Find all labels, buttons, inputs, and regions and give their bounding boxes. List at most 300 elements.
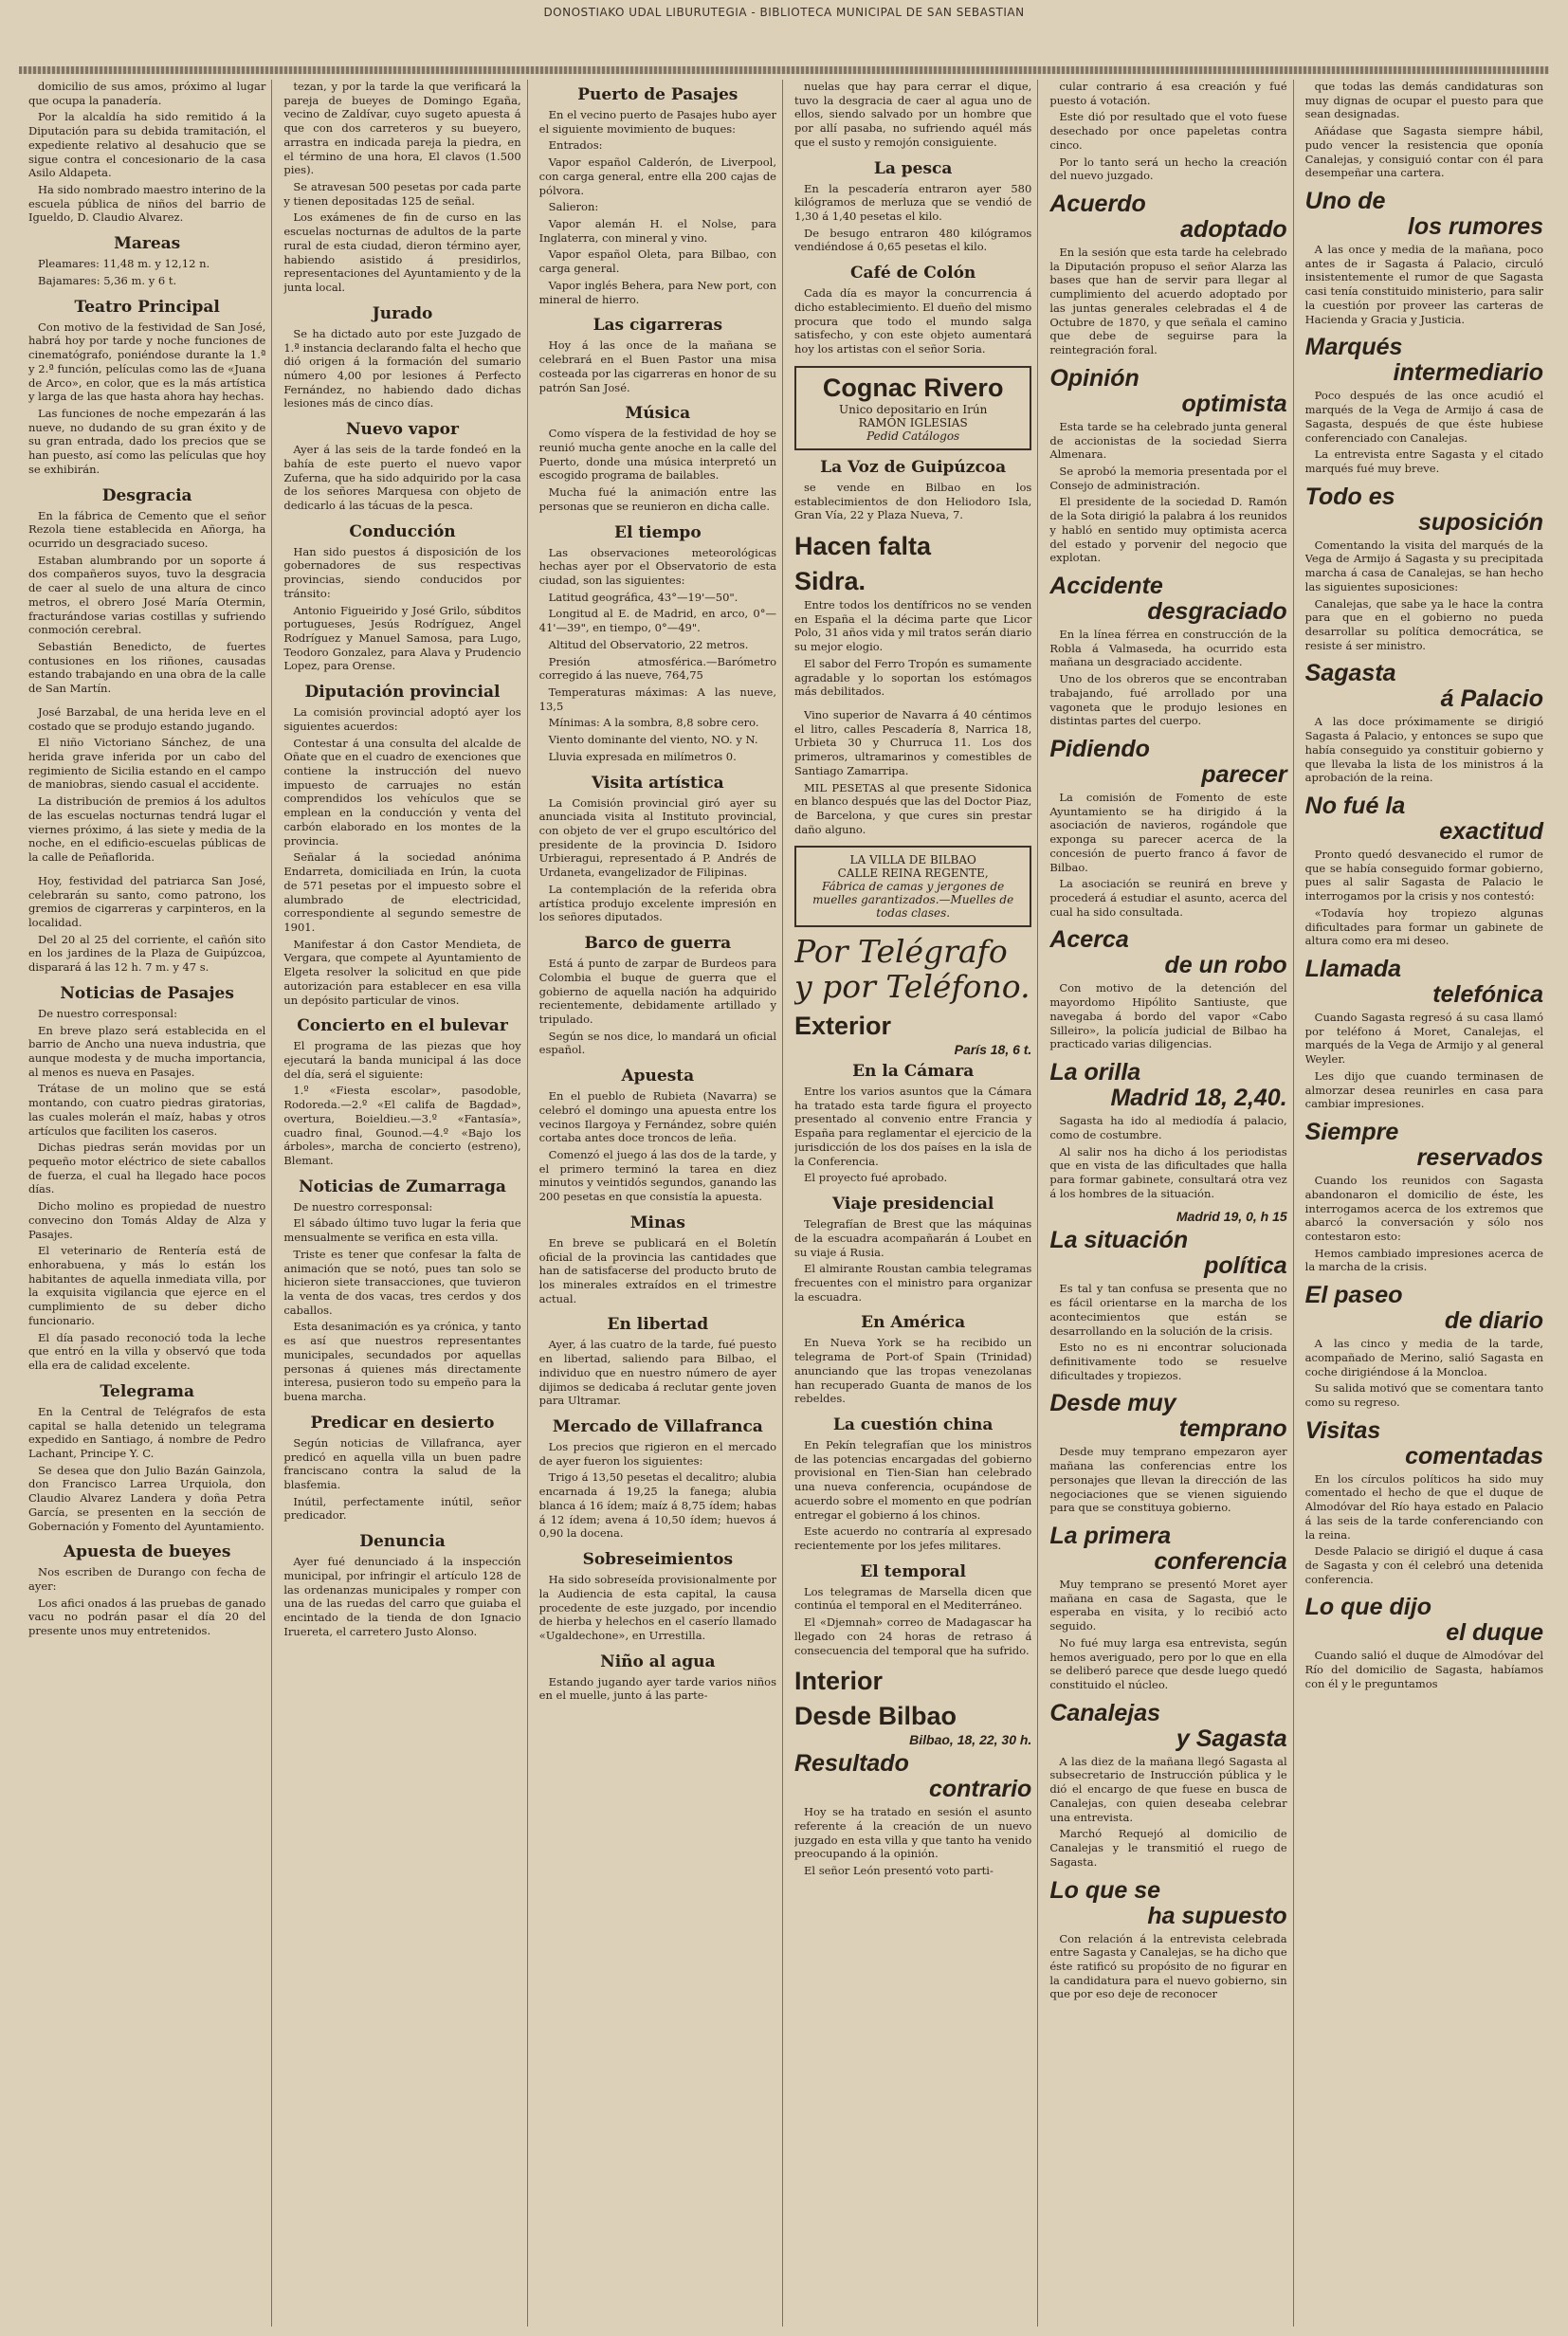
article-heading: Las cigarreras [593, 316, 723, 336]
article-paragraph: Ayer fué denunciado á la inspección municipal, por infringir el artículo 128 de las ordenanzas municipales y romper con una de las ruedas del carro que guiaba el encintado de la tienda de don Ignacio Iruereta, el carretero Justo Alonso. [283, 1555, 521, 1638]
article-heading: Denuncia [359, 1532, 446, 1552]
article-paragraph: La entrevista entre Sagasta y el citado marqués fué muy breve. [1304, 447, 1543, 475]
article [1305, 1337, 1543, 1410]
article [1305, 1011, 1543, 1111]
article-paragraph: nuelas que hay para cerrar el dique, tuvo la desgracia de caer al agua uno de ellos, siendo salvado por un hombre que por allí pasaba, no sufriendo aquél más que el susto y remojón consiguiente. [794, 80, 1032, 149]
article [539, 774, 776, 924]
article [28, 234, 265, 287]
article-paragraph: Se aprobó la memoria presentada por el Consejo de administración. [1049, 464, 1287, 492]
masthead-band [19, 66, 1549, 74]
article [1049, 246, 1286, 357]
article [794, 1195, 1031, 1304]
article-paragraph: Han sido puestos á disposición de los gobernadores de sus respectivas provincias, siendo conducidos por tránsito: [283, 544, 521, 600]
article [794, 598, 1031, 699]
article-paragraph: En la fábrica de Cemento que el señor Rezola tiene establecida en Añorga, ha ocurrido un desgraciado suceso. [28, 508, 266, 550]
uno-de-heading: Uno de [1304, 188, 1386, 215]
article-paragraph: En Nueva York se ha recibido un telegrama de Port-of Spain (Trinidad) anunciando que las tropas venezolanas han recuperado Guanta de manos de los rebeldes. [794, 1336, 1032, 1406]
article-heading: Mareas [114, 234, 181, 254]
article-paragraph: Se ha dictado auto por este Juzgado de 1.ª instancia declarando falta el hecho que dió origen á la formación del sumario número 4,00 por lesiones á Perfecto Fernández, no habiendo dado dichas lesiones más de cinco días. [283, 326, 521, 411]
article-paragraph: Triste es tener que confesar la falta de animación que se notó, pues tan solo se hicieron siete transacciones, que tuvieron la venta de dos vacas, tres cerdos y dos caballos. [283, 1247, 521, 1317]
bilbao-dateline: Bilbao, 18, 22, 30 h. [909, 1732, 1032, 1748]
siempre-heading: Siempre [1304, 1119, 1399, 1146]
library-watermark: DONOSTIAKO UDAL LIBURUTEGIA - BIBLIOTECA MUNICIPAL DE SAN SEBASTIAN [543, 6, 1025, 19]
article-paragraph: Se desea que don Julio Bazán Gainzola, don Francisco Larrea Urquiola, don Claudio Alvarez Landera y doña Petra García, se presenten en la sección de Gobernación y Fomento del Ayuntamiento. [28, 1463, 266, 1533]
article-paragraph: Comenzó el juego á las dos de la tarde, y el primero terminó la tarea en diez minutos y veintidós segundos, ganando las 200 pesetas en que consistía la apuesta. [538, 1147, 776, 1204]
article-paragraph: La asociación se reunirá en breve y procederá á estudiar el asunto, acerca del cual ha sido consultada. [1049, 877, 1287, 919]
article-paragraph: Hoy se ha tratado en sesión el asunto referente á la creación de un nuevo juzgado en esta villa y que tanto ha venido preocupando á la opinión. [794, 1805, 1032, 1861]
article-heading: La pesca [873, 158, 953, 178]
article-paragraph: Por lo tanto será un hecho la creación del nuevo juzgado. [1049, 155, 1287, 183]
optimista-heading: optimista [1181, 390, 1287, 417]
acerca-heading: Acerca [1049, 926, 1129, 954]
article-paragraph: Dichas piedras serán movidas por un pequeño motor eléctrico de siete caballos de fuerza, el cual ha llegado hace pocos días. [28, 1141, 266, 1196]
article [1305, 389, 1543, 475]
article-paragraph: En la pescadería entraron ayer 580 kilógramos de merluza que se vendió de 1,30 á 1,40 pesetas el kilo. [794, 181, 1032, 224]
article-paragraph: Cuando los reunidos con Sagasta abandonaron el domicilio de éste, les interrogamos acerca de los extremos que abarcó la conversación y sólo nos contestaron esto: [1304, 1174, 1543, 1243]
suposicion-heading: suposición [1418, 508, 1543, 536]
columns [28, 80, 1549, 2327]
article-paragraph: La comisión de Fomento de este Ayuntamiento se ha dirigido á la asociación de navieros, rogándole que exponga su parecer acerca de la concesión de puerto franco á favor de Bilbao. [1049, 791, 1287, 874]
article-paragraph: Mucha fué la animación entre las personas que se reunieron en dicha calle. [538, 485, 776, 513]
article-paragraph: Entrados: [548, 138, 603, 153]
lo-que-se-heading: Lo que se [1049, 1876, 1161, 1904]
article [1305, 1174, 1543, 1274]
article-paragraph: Trátase de un molino que se está montando, con cuatro piedras giratorias, las cuales molerán el maíz, habas y otros artículos que faciliten los caseros. [28, 1082, 266, 1138]
article-paragraph: El «Djemnah» correo de Madagascar ha llegado con 24 horas de retraso á consecuencia del temporal que ha sufrido. [794, 1615, 1032, 1657]
article-paragraph: Está á punto de zarpar de Burdeos para Colombia el buque de guerra que el gobierno de aquella nación ha adquirido recientemente, debidamente artillado y tripulado. [538, 957, 776, 1026]
paseo-heading: El paseo [1304, 1282, 1403, 1309]
article [539, 1067, 776, 1204]
article-paragraph: Viento dominante del viento, NO. y N. [548, 733, 758, 747]
article-paragraph: Poco después de las once acudió el marqués de la Vega de Armijo á casa de Sagasta, después de que éste hubiese conferenciado con Canalejas. [1304, 389, 1543, 445]
article-paragraph: Inútil, perfectamente inútil, señor predicador. [283, 1494, 521, 1523]
article-heading: Minas [629, 1213, 685, 1232]
article [283, 304, 520, 411]
article [794, 458, 1031, 522]
opinion-heading: Opinión [1049, 364, 1140, 392]
article [1305, 243, 1543, 326]
article-paragraph: tezan, y por la tarde la que verificará la pareja de bueyes de Domingo Egaña, vecino de Zaldívar, cuyo sugeto apuesta á que con dos carreteros y su bueyero, arrastra en indicada pareja la piedra, en el término de una hora, El clavos (1.500 pies). [283, 80, 521, 177]
acuerdo-heading: Acuerdo [1049, 191, 1146, 218]
article [539, 934, 776, 1057]
article-paragraph: La contemplación de la referida obra artística produjo excelente impresión en los señores diputados. [538, 882, 776, 924]
article [283, 420, 520, 513]
article-paragraph: se vende en Bilbao en los establecimientos de don Heliodoro Isla, Gran Vía, 22 y Plaza Nueva, 7. [794, 480, 1032, 522]
article [28, 1382, 265, 1533]
article-paragraph: Estando jugando ayer tarde varios niños en el muelle, junto á las parte- [538, 1674, 776, 1703]
article-paragraph: Pleamares: 11,48 m. y 12,12 n. [38, 257, 210, 271]
article-heading: Diputación provincial [304, 683, 501, 703]
article-paragraph: Del 20 al 25 del corriente, el cañón sito en los jardines de la Plaza de Guipúzcoa, disparará á las 12 h. 7 m. y 47 s. [28, 932, 266, 975]
article-paragraph: Muy temprano se presentó Moret ayer mañana en casa de Sagasta, que le esperaba en visita, y lo recibió acto seguido. [1049, 1578, 1287, 1633]
article-heading: Sobreseimientos [582, 1550, 734, 1570]
por-telegrafo-heading: Por Telégrafo y por Teléfono. [794, 933, 1030, 1005]
resultado-heading: Resultado [794, 1750, 909, 1778]
sidra-heading: Sidra. [794, 566, 866, 595]
temprano-heading: temprano [1178, 1415, 1287, 1443]
article-paragraph: Esta tarde se ha celebrado junta general de accionistas de la sociedad Sierra Almenara. [1049, 419, 1287, 462]
article-paragraph: Entre todos los dentífricos no se venden en España el la décima parte que Licor Polo, 31 años vida y mil tratos serán diario su mejor elogio. [794, 597, 1032, 654]
paris-dateline: París 18, 6 t. [954, 1042, 1032, 1058]
article [283, 1177, 520, 1404]
article-paragraph: Al salir nos ha dicho á los periodistas que en vista de las dificultades que halla para formar gabinete, consultará otra vez á los hombres de la situación. [1049, 1144, 1287, 1200]
article-paragraph: domicilio de sus amos, próximo al lugar que ocupa la panadería. [28, 80, 266, 107]
article [794, 1805, 1031, 1878]
article-paragraph: Altitud del Observatorio, 22 metros. [548, 637, 749, 651]
article-paragraph: Manifestar á don Castor Mendieta, de Vergara, que compete al Ayuntamiento de Elgeta resolver la solicitud en que pide autorización para establecer en esa villa un depósito particular de vinos. [283, 937, 521, 1007]
hacen-falta-heading: Hacen falta [794, 531, 932, 560]
article-paragraph: Cuando salió el duque de Almodóvar del Río del domicilio de Sagasta, habíamos con él y le preguntamos [1304, 1649, 1543, 1690]
article-paragraph: Este acuerdo no contraría al expresado recientemente por los jefes militares. [794, 1524, 1032, 1552]
article-paragraph: A las once y media de la mañana, poco antes de ir Sagasta á Palacio, circuló insistentemente el rumor de que Sagasta casi tenía constituido ministerio, para salir la cuestión por proveer las carteras de Hacienda y Gracia y Justicia. [1304, 243, 1543, 326]
article-heading: Desgracia [101, 485, 192, 505]
article-paragraph: Vapor inglés Behera, para New port, con mineral de hierro. [538, 278, 776, 306]
column-1 [28, 80, 272, 2327]
article-paragraph: Este dió por resultado que el voto fuese desechado por once papeletas contra cinco. [1049, 110, 1287, 152]
article-paragraph: Señalar á la sociedad anónima Endarreta, domiciliada en Irún, la cuota de 571 pesetas por el impuesto sobre el alumbrado de electricidad, correspondiente al segundo semestre de 1901. [283, 850, 521, 934]
article-paragraph: que todas las demás candidaturas son muy dignas de ocupar el puesto para que sean designadas. [1304, 80, 1543, 121]
article-paragraph: Su salida motivó que se comentara tanto como su regreso. [1304, 1381, 1543, 1409]
telefonica-heading: telefónica [1432, 981, 1543, 1009]
article [1049, 628, 1286, 728]
article-paragraph: Con relación á la entrevista celebrada entre Sagasta y Canalejas, se ha dicho que éste ratificó su propósito de no figurar en la candidatura para el nuevo gobierno, sin que por eso deje de reconocer [1049, 1931, 1287, 2001]
article-paragraph: Según noticias de Villafranca, ayer predicó en aquella villa un buen padre franciscano contra la salud de la blasfemia. [283, 1435, 521, 1491]
a-palacio-heading: á Palacio [1440, 685, 1543, 713]
desde-muy-heading: Desde muy [1049, 1390, 1176, 1417]
article [1049, 1114, 1286, 1200]
article-paragraph: Desde muy temprano empezaron ayer mañana las conferencias entre los personajes que llevan la dirección de las negociaciones que se vienen siguiendo para que se constituya gobierno. [1049, 1445, 1287, 1515]
article-paragraph: Presión atmosférica.—Barómetro corregido á las nueve, 764,75 [538, 654, 776, 683]
no-fue-heading: No fué la [1304, 793, 1406, 819]
article-heading: La Voz de Guipúzcoa [820, 457, 1007, 477]
article-paragraph: Entre los varios asuntos que la Cámara ha tratado esta tarde figura el proyecto presentado al convenio entre Francia y España para reglamentar el ejercicio de la jurisdicción de los dos países en la isla de la Conferencia. [794, 1085, 1032, 1168]
accidente-heading: Accidente [1049, 572, 1163, 599]
article-heading: Nuevo vapor [346, 420, 459, 440]
article [28, 874, 265, 975]
article-heading: En libertad [607, 1315, 709, 1335]
robo-heading: de un robo [1164, 952, 1287, 979]
article-paragraph: El sábado último tuvo lugar la feria que mensualmente se verifica en esta villa. [283, 1216, 521, 1245]
article-paragraph: Por la alcaldía ha sido remitido á la Diputación para su debida tramitación, el expediente relativo al desahucio que se sigue contra el concesionario de la casa Asilo Aldapeta. [28, 110, 266, 180]
article-heading: Niño al agua [600, 1652, 716, 1671]
article-heading: Telegrama [100, 1381, 194, 1401]
article [794, 159, 1031, 255]
article-paragraph: Lluvia expresada en milímetros 0. [548, 749, 737, 763]
article-paragraph: José Barzabal, de una herida leve en el costado que se produjo estando jugando. [28, 704, 266, 733]
article-heading: Jurado [372, 303, 433, 323]
article-paragraph: Los precios que rigieron en el mercado de ayer fueron los siguientes: [538, 1440, 776, 1468]
col4-ads [794, 598, 1031, 837]
article-heading: Conducción [349, 521, 456, 541]
parecer-heading: parecer [1201, 761, 1287, 788]
article [794, 1313, 1031, 1406]
article-paragraph: Mínimas: A la sombra, 8,8 sobre cero. [548, 716, 759, 730]
article-heading: Barco de guerra [584, 934, 732, 954]
article [539, 1550, 776, 1643]
article-paragraph: La comisión provincial adoptó ayer los siguientes acuerdos: [283, 705, 521, 733]
article [1049, 80, 1286, 183]
article-paragraph: El sabor del Ferro Tropón es sumamente agradable y lo soportan los estómagos más debilitados. [794, 656, 1032, 699]
article [539, 1315, 776, 1408]
sagasta-palacio-heading: Sagasta [1304, 660, 1396, 687]
article-heading: Noticias de Zumarraga [299, 1177, 506, 1196]
column-3 [539, 80, 783, 2327]
desde-bilbao-heading: Desde Bilbao [794, 1702, 957, 1731]
article-paragraph: En el pueblo de Rubieta (Navarra) se celebró el domingo una apuesta entre los vecinos Ilargoya y Fernández, sobre quién cortaba antes doce troncos de leña. [538, 1089, 776, 1145]
article-paragraph: Pronto quedó desvanecido el rumor de que se había conseguido formar gobierno, pues al salir Sagasta de Palacio le interrogamos por la crisis y nos contestó: [1304, 848, 1543, 903]
article-paragraph: La Comisión provincial giró ayer su anunciada visita al Instituto provincial, con objeto de ver el grupo escultórico del presidente de la provincia D. Isidoro Urbieragui, representado á P. Andrés de Urdaneta, evangelizador de Filipinas. [538, 795, 776, 880]
article [1049, 1755, 1286, 1870]
article-paragraph: Marchó Requejó al domicilio de Canalejas y le transmitió el ruego de Sagasta. [1049, 1827, 1287, 1869]
article-paragraph: En Pekín telegrafían que los ministros de las potencias encargadas del gobierno provisional en Tien-Sian han celebrado una nueva conferencia, ocupándose de acuerdo sobre el momento en que podrían entregar el gobierno á los chinos. [794, 1437, 1032, 1522]
article-paragraph: Ha sido nombrado maestro interino de la escuela pública de niños del barrio de Igueldo, D. Claudio Alvarez. [28, 183, 266, 225]
article-heading: En América [861, 1313, 966, 1333]
contrario-heading: contrario [928, 1776, 1032, 1803]
article [28, 486, 265, 696]
article-paragraph: Las funciones de noche empezarán á las nueve, no dudando de su gran éxito y de su gran entrada, dado los precios que se han puesto, así como las películas que hoy se exhibirán. [28, 406, 266, 476]
article [283, 80, 520, 295]
article-heading: Predicar en desierto [310, 1413, 495, 1433]
reservados-heading: reservados [1416, 1144, 1543, 1172]
article-paragraph: Vino superior de Navarra á 40 céntimos el litro, calles Pescadería 8, Narrica 18, Urbieta 30 y Churruca 11. Los dos primeros, ultramarinos y comestibles de Santiago Zamarripa. [794, 707, 1032, 777]
article [794, 264, 1031, 356]
madrid-dateline: Madrid 18, 2,40. [1110, 1085, 1287, 1112]
sagasta-heading: y Sagasta [1176, 1725, 1287, 1752]
article [794, 708, 1031, 836]
article-paragraph: Ayer, á las cuatro de la tarde, fué puesto en libertad, saliendo para Bilbao, el individuo que en nuestro número de ayer dijimos se dedicaba á reclutar gente joven para Ultramar. [538, 1338, 776, 1408]
article-paragraph: Sagasta ha ido al mediodía á palacio, como de costumbre. [1049, 1114, 1287, 1141]
article-paragraph: Uno de los obreros que se encontraban trabajando, fué arrollado por una vagoneta que le produjo lesiones en distintas partes del cuerpo. [1049, 672, 1287, 728]
article-paragraph: Se atravesan 500 pesetas por cada parte y tienen depositadas 125 de señal. [283, 180, 521, 208]
article-paragraph: No fué muy larga esa entrevista, según hemos averiguado, pero por lo que en ella se deliberó parece que desde luego quedó constituido el núcleo. [1049, 1635, 1287, 1692]
supuesto-heading: ha supuesto [1147, 1902, 1287, 1929]
article-paragraph: La distribución de premios á los adultos de las escuelas nocturnas tendrá lugar el viernes próximo, á las siete y media de la noche, en el edificio-escuelas públicas de la calle de Peñaflorida. [28, 794, 266, 865]
article-paragraph: Los telegramas de Marsella dicen que continúa el temporal en el Mediterráneo. [794, 1584, 1032, 1613]
situacion-heading: La situación [1049, 1227, 1189, 1254]
article [283, 1532, 520, 1638]
col4-middle [794, 458, 1031, 522]
article [283, 1016, 520, 1167]
madrid-dateline-2: Madrid 19, 0, h 15 [1176, 1209, 1287, 1225]
article-heading: En la Cámara [852, 1062, 975, 1082]
article [1305, 715, 1543, 785]
adoptado-heading: adoptado [1180, 216, 1287, 244]
desgraciado-heading: desgraciado [1147, 597, 1287, 625]
comentadas-heading: comentadas [1405, 1442, 1543, 1469]
article-paragraph: Esto no es ni encontrar solucionada definitivamente todo se resuelve dificultades y tropiezos. [1049, 1341, 1287, 1382]
article-paragraph: El presidente de la sociedad D. Ramón de la Sota dirigió la palabra á los reunidos y habló en sentido muy optimista acerca del estado y porvenir del negocio que explotan. [1049, 495, 1287, 565]
article-paragraph: En los círculos políticos ha sido muy comentado el hecho de que el duque de Almodóvar del Río haya estado en Palacio á las seis de la tarde conferenciando con la reina. [1304, 1471, 1543, 1542]
rumores-heading: los rumores [1407, 213, 1543, 241]
article-paragraph: Desde Palacio se dirigió el duque á casa de Sagasta y con él celebró una detenida conferencia. [1304, 1544, 1543, 1586]
article-heading: Viaje presidencial [832, 1195, 994, 1214]
article [539, 1214, 776, 1306]
article-paragraph: A las cinco y media de la tarde, acompañado de Merino, salió Sagasta en coche dirigiéndose á la Moncloa. [1304, 1337, 1543, 1378]
article-paragraph: En breve se publicará en el Boletín oficial de la provincia las cantidades que han de satisfacerse del producto bruto de los minerales extraídos en el trimestre actual. [538, 1235, 776, 1305]
article-paragraph: Nos escriben de Durango con fecha de ayer: [28, 1565, 266, 1593]
article-heading: Puerto de Pasajes [577, 85, 738, 104]
marques-heading: Marqués [1304, 334, 1403, 361]
article-paragraph: Dicho molino es propiedad de nuestro convecino don Tomás Alday de Alza y Pasajes. [28, 1199, 266, 1241]
article-heading: Mercado de Villafranca [552, 1417, 763, 1437]
article [28, 705, 265, 865]
article-heading: El temporal [860, 1561, 966, 1581]
article [1049, 981, 1286, 1051]
ad-title: Cognac Rivero [822, 373, 1004, 402]
article [1305, 80, 1543, 180]
article [1049, 420, 1286, 565]
article [1049, 1932, 1286, 2002]
article [1049, 1282, 1286, 1382]
article-paragraph: Hemos cambiado impresiones acerca de la marcha de la crisis. [1304, 1246, 1543, 1274]
article-paragraph: De besugo entraron 480 kilógramos vendiéndose á 0,65 pesetas el kilo. [794, 226, 1032, 254]
article-heading: Música [625, 404, 691, 424]
article-paragraph: Ayer á las seis de la tarde fondeó en la bahía de este puerto el nuevo vapor Zuferna, que ha sido adquirido por la casa de los señores Marquesa con objeto de dedicarlo á las tácuas de la pesca. [283, 443, 521, 512]
article-paragraph: Bajamares: 5,36 m. y 6 t. [38, 273, 177, 287]
article-paragraph: Longitud al E. de Madrid, en arco, 0°—41'—39", en tiempo, 0°—49". [538, 607, 776, 635]
visitas-heading: Visitas [1304, 1416, 1381, 1444]
col4-bottom [794, 1805, 1031, 1878]
el-duque-heading: el duque [1446, 1619, 1543, 1647]
article-paragraph: Comentando la visita del marqués de la Vega de Armijo á Sagasta y su precipitada marcha á casa de Canalejas, se han hecho las siguientes suposiciones: [1304, 538, 1543, 593]
article [1305, 1472, 1543, 1587]
llamada-heading: Llamada [1304, 956, 1402, 983]
article-heading: La cuestión china [832, 1414, 994, 1434]
column-6 [1305, 80, 1549, 2327]
article-paragraph: El día pasado reconoció toda la leche que entró en la villa y observó que toda ella era de calidad excelente. [28, 1330, 266, 1373]
exactitud-heading: exactitud [1439, 818, 1543, 845]
col4-exterior [794, 1062, 1031, 1657]
article-heading: Apuesta de bueyes [63, 1542, 231, 1562]
column-4 [794, 80, 1038, 2327]
article [28, 298, 265, 477]
article-paragraph: Telegrafían de Brest que las máquinas de la escuadra acompañarán á Loubet en su viaje á Rusia. [794, 1217, 1032, 1259]
article-paragraph: En la línea férrea en construcción de la Robla á Valmaseda, ha ocurrido esta mañana un desgraciado accidente. [1049, 627, 1287, 669]
ad-line: RAMÓN IGLESIAS [858, 415, 968, 429]
article-paragraph: Es tal y tan confusa se presenta que no es fácil orientarse en la marcha de los acontecimientos que están se desarrollando en la solución de la crisis. [1049, 1282, 1287, 1338]
article [1305, 1649, 1543, 1690]
article-paragraph: El niño Victoriano Sánchez, de una herida grave inferida por un cabo del regimiento de Sicilia estando en el campo de maniobras, siendo casual el accidente. [28, 736, 266, 792]
article-heading: Teatro Principal [74, 297, 220, 317]
column-5 [1049, 80, 1293, 2327]
article-paragraph: El señor León presentó voto parti- [804, 1864, 994, 1878]
article-heading: El tiempo [613, 522, 702, 542]
primera-heading: La primera [1049, 1523, 1172, 1549]
article-paragraph: Canalejas, que sabe ya le hace la contra para que en el gobierno no pueda desarrollar su política democrática, se resiste á ser ministro. [1304, 596, 1543, 652]
article [28, 984, 265, 1373]
article-paragraph: Estaban alumbrando por un soporte á dos compañeros suyos, tuvo la desgracia de caer al suelo de una altura de cinco metros, el obrero José María Otermin, fracturándose varias costillas y sufriendo conmoción cerebral. [28, 553, 266, 637]
article-heading: Café de Colón [850, 264, 976, 283]
article [1049, 1445, 1286, 1515]
article [283, 683, 520, 1007]
article [1049, 1578, 1286, 1692]
article [794, 1415, 1031, 1553]
article-paragraph: Cada día es mayor la concurrencia á dicho establecimiento. El dueño del mismo procura que todo el mundo salga satisfecho, y con este objeto aumentará hoy los artistas con el señor Soria. [794, 286, 1032, 356]
article-paragraph: 1.º «Fiesta escolar», pasodoble, Rodoreda.—2.º «El califa de Bagdad», overtura, Boieldieu.—3.º «Fantasía», cuadro final, Gounod.—4.º «Bajo los árboles», marcha de concierto (estreno), Blemant. [283, 1084, 521, 1167]
article-paragraph: «Todavía hoy tropiezo algunas dificultades para formar un gabinete de altura como era mi deseo. [1304, 905, 1543, 948]
diario-heading: de diario [1444, 1307, 1543, 1335]
article-paragraph: Esta desanimación es ya crónica, y tanto es así que nuestros representantes municipales, secundados por aquellas personas á quienes más directamente interesa, pusieron todo su empeño para la buena marcha. [283, 1320, 521, 1404]
article-paragraph: MIL PESETAS al que presente Sidonica en blanco después que las del Doctor Piaz, de Barcelona, y que cures sin prestar daño alguno. [794, 780, 1032, 836]
article-paragraph: Como víspera de la festividad de hoy se reunió mucha gente anoche en la calle del Puerto, donde una música interpretó un escogido programa de bailables. [538, 427, 776, 483]
article [1049, 791, 1286, 919]
col4-top [794, 80, 1031, 356]
article-paragraph: De nuestro corresponsal: [38, 1006, 177, 1020]
interior-heading: Interior [794, 1667, 884, 1696]
article-paragraph: El almirante Roustan cambia telegramas frecuentes con el ministro para organizar la escuadra. [794, 1262, 1032, 1304]
article-paragraph: En la Central de Telégrafos de esta capital se halla detenido un telegrama expedido en Santiago, á nombre de Pedro Lachant, Principe Y. C. [28, 1404, 266, 1460]
article-paragraph: Vapor español Calderón, de Liverpool, con carga general, entre ella 200 cajas de pólvora. [538, 155, 776, 197]
ad-line: LA VILLA DE BILBAO [849, 853, 976, 867]
article [794, 1062, 1031, 1185]
column-2 [283, 80, 527, 2327]
conferencia-heading: conferencia [1154, 1548, 1287, 1575]
villa-bilbao-ad [794, 846, 1031, 927]
article-paragraph: Antonio Figueirido y José Grilo, súbditos portugueses, Jesús Rodríguez, Angel Rodríguez y Manuel Samosa, para Lugo, Teodoro Gonzalez, para Alava y Prudencio Lopez, para Orense. [283, 603, 521, 673]
article-paragraph: Vapor español Oleta, para Bilbao, con carga general. [538, 247, 776, 276]
article-paragraph: Trigo á 13,50 pesetas el decalitro; alubia encarnada á 19,25 la fanega; alubia blanca á 16 ídem; maíz á 8,75 ídem; habas á 12 ídem; avena á 10,50 ídem; huevos á 0,90 la docena. [538, 1470, 776, 1541]
article [539, 85, 776, 306]
canalejas-heading: Canalejas [1049, 1699, 1161, 1726]
article [28, 1542, 265, 1638]
article-heading: Concierto en el bulevar [297, 1016, 508, 1036]
article [794, 1562, 1031, 1658]
article-paragraph: Los afici onados á las pruebas de ganado vacu no podrán pasar el día 20 del presente unos muy entretenidos. [28, 1596, 266, 1638]
ad-line: Unico depositario en Irún [839, 402, 988, 416]
lo-que-dijo-heading: Lo que dijo [1304, 1594, 1431, 1621]
article-paragraph: Los exámenes de fin de curso en las escuelas nocturnas de adultos de la parte rural de esta ciudad, dieron término ayer, habiendo asistido á presidirlos, representaciones del Ayuntamiento y de la junta local. [283, 210, 521, 295]
article-paragraph: Ha sido sobreseída provisionalmente por la Audiencia de esta capital, la causa procedente de este juzgado, por incendio de hierba y helechos en el caserío llamado «Ugaldechone», en Urrestilla. [538, 1573, 776, 1642]
article-paragraph: Sebastián Benedicto, de fuertes contusiones en los riñones, causadas estando trabajando en una obra de la calle de San Martín. [28, 640, 266, 696]
article [28, 80, 265, 225]
article [794, 80, 1031, 150]
article-paragraph: El proyecto fué aprobado. [804, 1171, 948, 1185]
article-paragraph: Añádase que Sagasta siempre hábil, pudo vencer la resistencia que oponía Canalejas, y consiguió contar con él para desempeñar una cartera. [1304, 124, 1543, 180]
article [1305, 538, 1543, 653]
article-paragraph: Latitud geográfica, 43°—19'—50". [548, 590, 738, 604]
orilla-heading: La orilla [1049, 1059, 1141, 1086]
exterior-heading: Exterior [794, 1012, 892, 1041]
article [539, 316, 776, 394]
article-paragraph: Contestar á una consulta del alcalde de Oñate que en el cuadro de exenciones que contiene la instrucción del nuevo impuesto de carruajes no están comprendidos los vehículos que se emplean en la conducción y venta del carbón elaborado en los montes de la provincia. [283, 736, 521, 848]
pidiendo-heading: Pidiendo [1049, 736, 1150, 762]
article-paragraph: En el vecino puerto de Pasajes hubo ayer el siguiente movimiento de buques: [538, 108, 776, 136]
article-heading: Apuesta [621, 1067, 695, 1086]
article [539, 1417, 776, 1541]
article-paragraph: Con motivo de la festividad de San José, habrá hoy por tarde y noche funciones de cinematógrafo, poniéndose durante la 1.ª y 2.ª función, películas como las de «Juana de Arco», en color, que es la más artística y larga de las que hasta ahora hay hechas. [28, 319, 266, 404]
article-paragraph: Las observaciones meteorológicas hechas ayer por el Observatorio de esta ciudad, son las siguientes: [538, 545, 776, 587]
article-paragraph: En breve plazo será establecida en el barrio de Ancho una nueva industria, que aunque modesta y de mucha importancia, al menos es nueva en Pasajes. [28, 1023, 266, 1079]
article [539, 404, 776, 513]
article-paragraph: En la sesión que esta tarde ha celebrado la Diputación propuso el señor Alarza las bases que han de servir para llegar al cumplimiento del acuerdo adoptado por las juntas generales celebradas el 4 de Octubre de 1870, y que señala el camino que debe de seguirse para la reintegración foral. [1049, 246, 1287, 357]
article-paragraph: Temperaturas máximas: A las nueve, 13,5 [538, 685, 776, 713]
todo-es-heading: Todo es [1304, 483, 1395, 510]
article-paragraph: cular contrario á esa creación y fué puesto á votación. [1049, 80, 1287, 107]
article-paragraph: El veterinario de Rentería está de enhorabuena, y más lo están los habitantes de aquella inmediata villa, por la exquisita vigilancia que ejerce en el cumplimiento de su deber dicho funcionario. [28, 1244, 266, 1327]
politica-heading: política [1204, 1252, 1287, 1280]
article-paragraph: Les dijo que cuando terminasen de almorzar desea reunirles en casa para cambiar impresiones. [1304, 1068, 1543, 1111]
article [283, 522, 520, 673]
ad-line: CALLE REINA REGENTE, [837, 867, 989, 881]
article [1305, 848, 1543, 948]
article-heading: Visita artística [591, 773, 724, 793]
article-paragraph: Vapor alemán H. el Nolse, para Inglaterra, con mineral y vino. [538, 217, 776, 245]
ad-line: Pedid Catálogos [866, 429, 960, 443]
article-paragraph: Con motivo de la detención del mayordomo Hipólito Santiuste, que navegaba á bordo del vapor «Cabo Silleiro», la policía judicial de Bilbao ha practicado varias diligencias. [1049, 981, 1287, 1051]
article-paragraph: A las doce próximamente se dirigió Sagasta á Palacio, y entonces se supo que había conseguido ya constituir gobierno y que llevaba la lista de los ministros á la aprobación de la reina. [1304, 715, 1543, 785]
article-paragraph: Salieron: [548, 200, 599, 214]
article [539, 523, 776, 764]
